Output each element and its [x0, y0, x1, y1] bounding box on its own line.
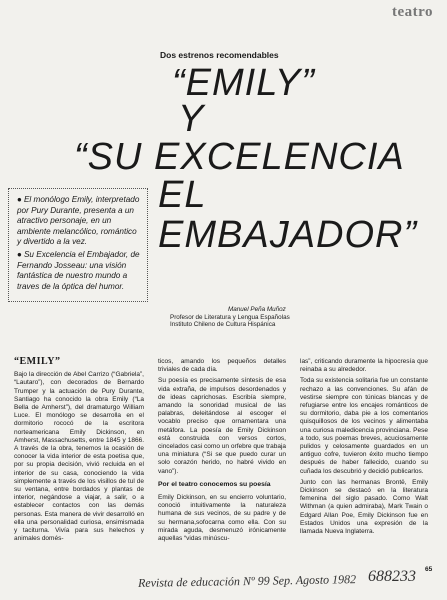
handwritten-code: 688233 — [368, 568, 416, 585]
bullet-icon: ● — [17, 249, 22, 259]
intro-item-1 — [17, 195, 141, 248]
headline-line-2: Y — [178, 98, 205, 140]
paragraph: Su poesía es precisamente síntesis de esa vida extraña, de impulsos desordenados y de ideas caprichosas. Escribía siempre, amando la sonoridad musical de las palabras, deleitándose al escoger el vocablo preciso que ornamentara una metáfora. La poesía de Emily Dickinson está construida con versos cortos, cincelados casi como un orfebre que trabaja una miniatura (“Si se que puedo curar un solo corazón herido, no habré vivido en vano”). — [158, 377, 286, 475]
subheading: Por el teatro conocemos su poesía — [158, 480, 271, 488]
headline-line-3: “SU EXCELENCIA — [74, 136, 405, 178]
paragraph: ticos, amando los pequeños detalles triviales de cada día. — [158, 358, 286, 374]
paragraph: Junto con las hermanas Brontë, Emily Dickinson se destacó en la literatura femenina del siglo pasado. Como Walt Withman (a quien admiraba), Mark Twain o Edgard Allan Poe, Emily Dickinson fue en Estados Unidos una expresión de la llamada Nueva Inglaterra. — [300, 478, 428, 536]
kicker: Dos estrenos recomendables — [160, 50, 279, 60]
headline-line-5: EMBAJADOR” — [158, 214, 418, 256]
column-2 — [158, 358, 286, 546]
intro-item-2-text: Su Excelencia el Embajador, de Fernando Josseau: una visión fantástica de nuestro mundo a traves de la óptica del humor. — [17, 249, 140, 291]
intro-box — [8, 188, 148, 302]
headline-line-4: EL — [158, 174, 207, 216]
paragraph: Toda su existencia solitaria fue un constante rechazo a las convenciones. Su afán de vestirse siempre con túnicas blancas y de refugiarse entre los encajes románticos de su dormitorio, daba pie a los comentarios quisquillosos de los vecinos y alimentaba una curiosa maledicencia provinciana. Pese a todo, sus poemas breves, acuciosamente pulidos y celosamente guardados en un antiguo cofre, tuvieron éxito mucho tiempo después de haber fallecido, cuando su cuñada los descubrió y decidió publicarlos. — [300, 377, 428, 475]
intro-item-2 — [17, 250, 141, 292]
headline-line-1: “EMILY” — [172, 62, 315, 104]
byline-role-1: Profesor de Literatura y Lengua Españolas — [170, 313, 290, 321]
byline — [170, 306, 370, 329]
section-tag: teatro — [391, 4, 433, 20]
column-3 — [300, 358, 428, 539]
column-1 — [14, 358, 144, 546]
byline-role-2: Instituto Chileno de Cultura Hispánica — [170, 321, 276, 329]
byline-author: Manuel Peña Muñoz — [228, 306, 286, 313]
paragraph: las”, criticando duramente la hipocresía que reinaba a su alrededor. — [300, 358, 428, 374]
intro-item-1-text: El monólogo Emily, interpretado por Pury Durante, presenta a un atractivo personaje, en un ambiente melancólico, romántico y divertido a la vez. — [17, 195, 140, 247]
column-title: “EMILY” — [14, 356, 61, 367]
paragraph: Emily Dickinson, en su encierro voluntario, conoció intuitivamente la naturaleza humana de sus vecinos, de su padre y de su hermana,sofocarna como ella. Con su mirada aguda, desmenuzó irónicamente aquellas “vidas minúscu- — [158, 494, 286, 543]
paragraph: Bajo la dirección de Abel Carrizo (“Gabriela”, “Lautaro”), con decorados de Bernardo Trumper y la actuación de Pury Durante, Santiago ha conocido la obra Emily (“La Bella de Amherst”), del dramaturgo William Luce. El monólogo se desarrolla en el dormitorio rococó de la escritora norteamericana Emily Dickinson, en Amherst, Massachusetts, entre 1845 y 1866. A través de la obra, tenemos la ocasión de conocer la vida interior de esta poetisa que, por su propia decisión, vivió recluida en el interior de su casa, conociendo la vida simplemente a través de los visillos de tul de su ventana, entre bordados y plantas de interior, negándose a viajar, a salir, o a establecer contactos con las demás personas. Esta manera de vivir desarrolló en ella una personalidad curiosa, ensimismada y taciturna. Vivía para sus helechos y animales domés- — [14, 371, 144, 543]
handwritten-note: Revista de educación Nº 99 Sep. Agosto 1982 — [137, 572, 357, 590]
bullet-icon: ● — [17, 195, 22, 204]
page-number: 65 — [425, 566, 433, 573]
